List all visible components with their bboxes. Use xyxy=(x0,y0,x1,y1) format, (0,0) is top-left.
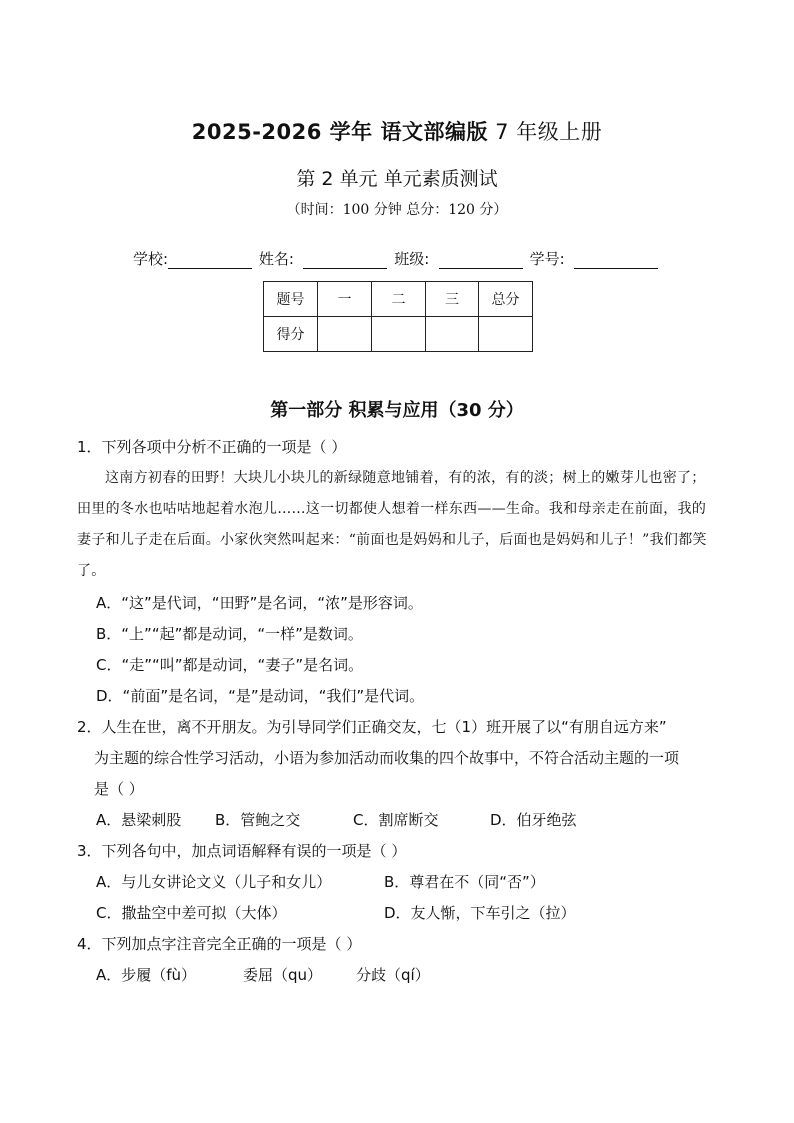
q1-passage: 这南方初春的田野！大块儿小块儿的新绿随意地铺着，有的浓，有的淡；树上的嫩芽儿也密了；田里的冬水也咕咕地起着水泡儿……这一切都使人想着一样东西——生命。我和母亲走在前面，我的妻子和儿子走在后面。小家伙突然叫起来：“前面也是妈妈和儿子，后面也是妈妈和儿子！”我们都笑了。 xyxy=(77,470,707,579)
page-title xyxy=(0,116,794,146)
q1-option-b[interactable]: B．“上”“起”都是动词，“一样”是数词。 xyxy=(96,625,363,643)
q1-stem: 1．下列各项中分析不正确的一项是（ ） xyxy=(77,438,347,456)
time-info: （时间：100 分钟 总分：120 分） xyxy=(286,202,508,218)
score-cell[interactable] xyxy=(426,317,479,352)
q4-option-a-word2: 委屈（qu） xyxy=(243,966,323,984)
q2-option-b[interactable]: B．管鲍之交 xyxy=(215,811,301,829)
number-label: 学号: xyxy=(529,250,565,268)
number-blank[interactable] xyxy=(574,252,658,269)
score-header-cell: 题号 xyxy=(264,282,318,317)
name-label: 姓名: xyxy=(258,250,294,268)
q4-option-a[interactable]: A．步履（fù） xyxy=(96,966,197,984)
q2-option-d[interactable]: D．伯牙绝弦 xyxy=(490,811,577,829)
school-blank[interactable] xyxy=(168,252,252,269)
q1-option-c[interactable]: C．“走”“叫”都是动词，“妻子”是名词。 xyxy=(96,656,364,674)
score-header-cell: 一 xyxy=(318,282,372,317)
q2-stem-line3: 是（ ） xyxy=(94,780,144,798)
q3-option-a[interactable]: A．与儿女讲论文义（儿子和女儿） xyxy=(96,873,332,891)
score-header-cell: 三 xyxy=(426,282,479,317)
name-blank[interactable] xyxy=(303,252,387,269)
q3-option-d[interactable]: D．友人惭，下车引之（拉） xyxy=(384,904,576,922)
q3-option-b[interactable]: B．尊君在不（同“否”） xyxy=(384,873,545,891)
class-blank[interactable] xyxy=(439,252,523,269)
score-table xyxy=(263,281,533,352)
q3-stem: 3．下列各句中，加点词语解释有误的一项是（ ） xyxy=(77,842,407,860)
title-grade: 7 年级上册 xyxy=(488,120,603,144)
q3-option-c[interactable]: C．撒盐空中差可拟（大体） xyxy=(96,904,287,922)
q4-option-a-word3: 分歧（qí） xyxy=(356,966,430,984)
student-info-row xyxy=(133,248,660,269)
score-header-cell: 总分 xyxy=(479,282,533,317)
score-table-score-row xyxy=(264,317,533,352)
score-row-label: 得分 xyxy=(264,317,318,352)
class-label: 班级: xyxy=(394,250,430,268)
q1-option-a[interactable]: A．“这”是代词，“田野”是名词，“浓”是形容词。 xyxy=(96,594,423,612)
q2-option-c[interactable]: C．割席断交 xyxy=(353,811,439,829)
q2-stem-line1: 2．人生在世，离不开朋友。为引导同学们正确交友，七（1）班开展了以“有朋自远方来” xyxy=(77,718,667,736)
score-header-cell: 二 xyxy=(372,282,426,317)
q4-stem: 4．下列加点字注音完全正确的一项是（ ） xyxy=(77,935,362,953)
score-cell[interactable] xyxy=(318,317,372,352)
q2-option-a[interactable]: A．悬梁刺股 xyxy=(96,811,182,829)
q1-option-d[interactable]: D．“前面”是名词，“是”是动词，“我们”是代词。 xyxy=(96,687,425,705)
subtitle: 第 2 单元 单元素质测试 xyxy=(296,168,498,190)
score-cell[interactable] xyxy=(372,317,426,352)
score-cell[interactable] xyxy=(479,317,533,352)
q2-stem-line2: 为主题的综合性学习活动，小语为参加活动而收集的四个故事中，不符合活动主题的一项 xyxy=(94,749,680,767)
score-table-header-row xyxy=(264,282,533,317)
school-label: 学校: xyxy=(133,250,169,268)
part1-title: 第一部分 积累与应用（30 分） xyxy=(270,400,524,421)
title-bold: 2025-2026 学年 语文部编版 xyxy=(191,120,488,144)
